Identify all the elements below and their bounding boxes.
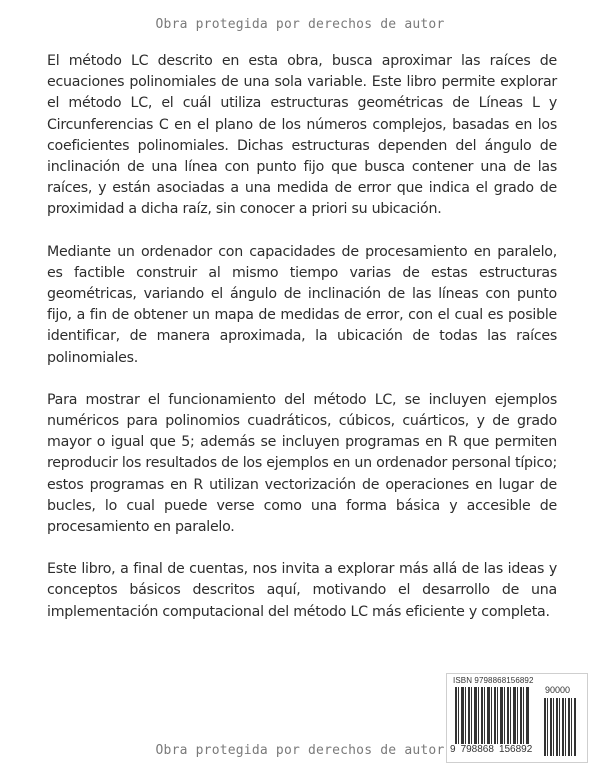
back-cover-text — [47, 51, 557, 644]
digit-prefix: 9 — [450, 744, 456, 755]
digit-group-2: 156892 — [498, 744, 533, 755]
price-addon-label: 90000 — [545, 685, 571, 695]
paragraph-intro: El método LC descrito en esta obra, busca aproximar las raíces de ecuaciones polinomiales de una sola variable. Este libro permite explorar el método LC, el cuál utiliza estructuras geométricas de Líneas L y Circunferencias C en el plano de los números complejos, basadas en los coeficientes polinomiales. Dichas estructuras dependen del ángulo de inclinación de una línea con punto fijo que busca contener una de las raíces, y están asociadas a una medida de error que indica el grado de proximidad a dicha raíz, sin conocer a priori su ubicación. — [47, 53, 557, 218]
copyright-watermark-bottom: Obra protegida por derechos de autor — [155, 743, 445, 758]
isbn-label: ISBN 9798868156892 — [453, 676, 534, 685]
digit-group-1: 798868 — [460, 744, 494, 755]
paragraph-examples: Para mostrar el funcionamiento del método LC, se incluyen ejemplos numéricos para polinomios cuadráticos, cúbicos, cuárticos, y de grado mayor o igual que 5; además se incluyen programas en R que permiten reproducir los resultados de los ejemplos en un ordenador personal típico; estos programas en R utilizan vectorización de operaciones en lugar de bucles, lo cual puede verse como una forma básica y accesible de procesamiento en paralelo. — [47, 391, 557, 536]
copyright-watermark-top: Obra protegida por derechos de autor — [155, 17, 445, 32]
paragraph-parallel: Mediante un ordenador con capacidades de procesamiento en paralelo, es factible construir al mismo tiempo varias de estas estructuras geométricas, variando el ángulo de inclinación de las líneas con punto fijo, a fin de obtener un mapa de medidas de error, con el cual es posible identificar, de manera aproximada, la ubicación de todas las raíces polinomiales. — [47, 243, 557, 366]
paragraph-conclusion: Este libro, a final de cuentas, nos invita a explorar más allá de las ideas y conceptos básicos descritos aquí, motivando el desarrollo de una implementación computacional del método LC más eficiente y completa. — [47, 561, 557, 620]
